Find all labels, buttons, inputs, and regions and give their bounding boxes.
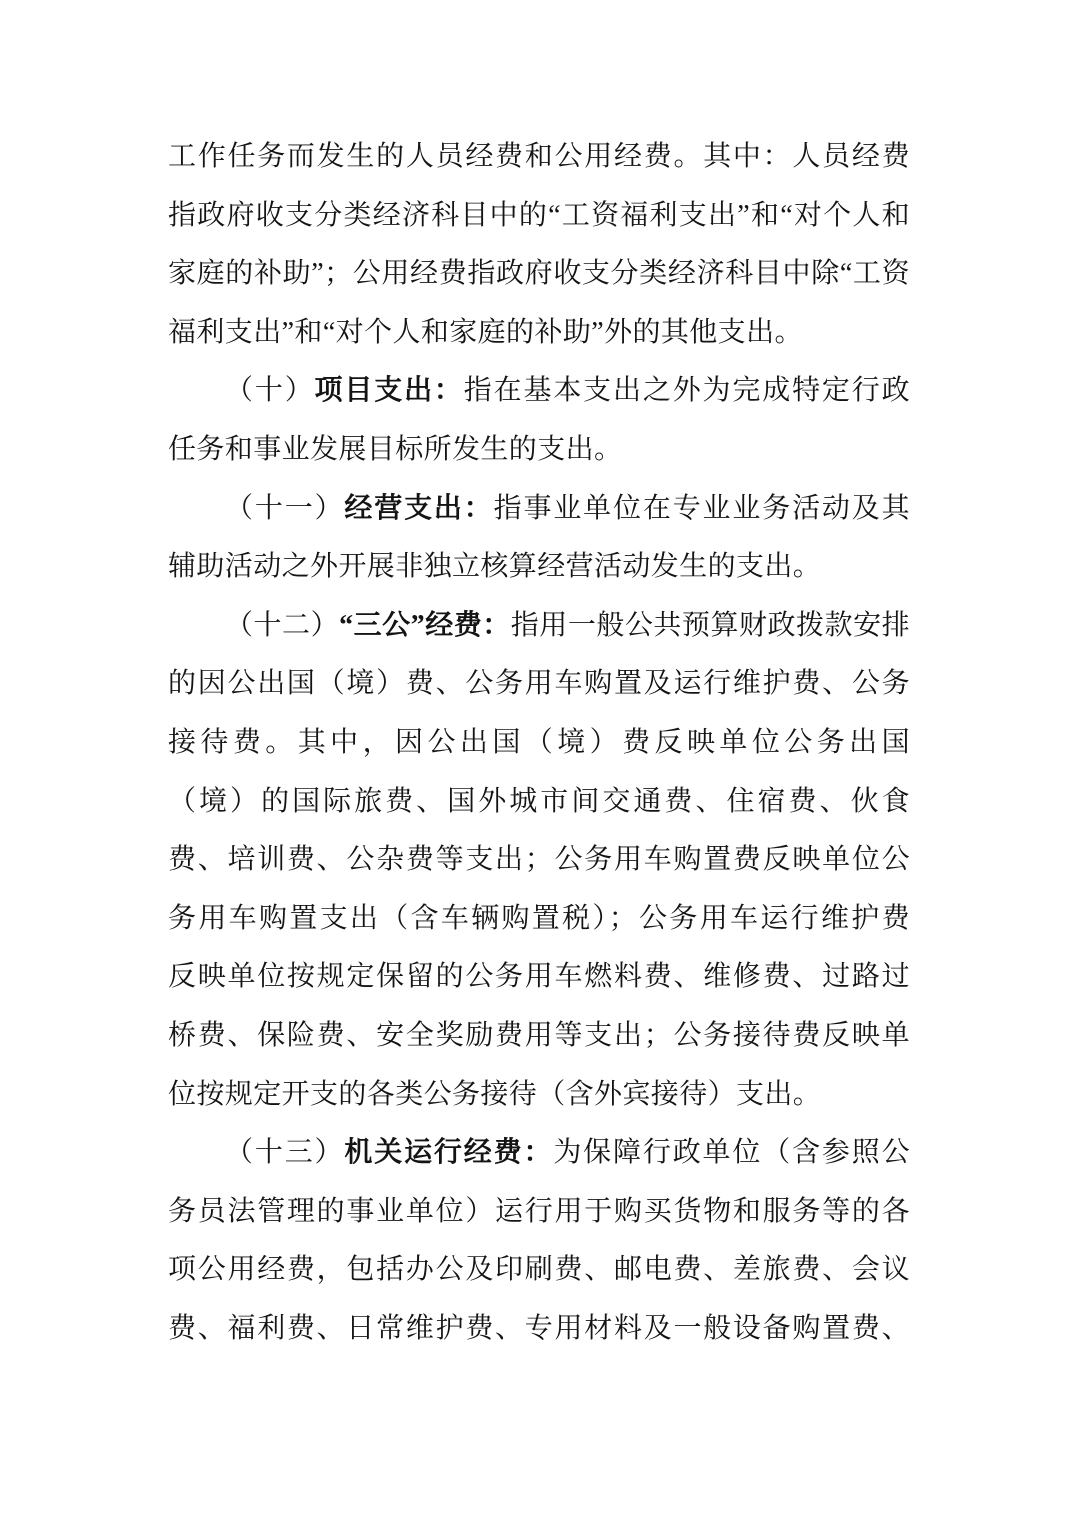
bold-term: 经营支出：	[344, 492, 494, 524]
bold-term: 项目支出：	[314, 375, 464, 407]
text-line	[168, 831, 910, 890]
text-line	[168, 245, 910, 304]
text-line	[168, 948, 910, 1007]
text-run: 指事业单位在专业业务活动及其	[493, 492, 910, 524]
text-run: 指在基本支出之外为完成特定行政	[463, 375, 910, 407]
para-basic-expenditure-continuation	[168, 128, 910, 362]
text-run: 福利支出”和“对个人和家庭的补助”外的其他支出。	[168, 316, 803, 348]
bold-term: 机关运行经费：	[344, 1137, 554, 1169]
text-line	[168, 538, 910, 597]
text-run: （十三）	[225, 1137, 345, 1169]
text-line	[168, 1183, 910, 1242]
text-run: 项公用经费，包括办公及印刷费、邮电费、差旅费、会议	[168, 1254, 910, 1286]
text-run: 辅助活动之外开展非独立核算经营活动发生的支出。	[168, 551, 822, 583]
text-line	[168, 304, 910, 363]
text-run: 指政府收支分类经济科目中的“工资福利支出”和“对个人和	[168, 199, 910, 231]
bold-term: “三公”经费：	[339, 609, 511, 641]
text-run: 指用一般公共预算财政拨款安排	[510, 609, 910, 641]
text-run: （十一）	[225, 492, 345, 524]
text-line	[168, 597, 910, 656]
text-line	[168, 714, 910, 773]
text-line	[168, 128, 910, 187]
text-run: 工作任务而发生的人员经费和公用经费。其中：人员经费	[168, 141, 910, 172]
text-line	[168, 362, 910, 421]
para-13-agency-operating-funds	[168, 1124, 910, 1358]
text-line	[168, 480, 910, 539]
text-run: 费、福利费、日常维护费、专用材料及一般设备购置费、	[168, 1312, 910, 1344]
para-11-operating-expenditure	[168, 480, 910, 597]
text-run: （境）的国际旅费、国外城市间交通费、住宿费、伙食	[168, 785, 910, 817]
text-line	[168, 890, 910, 949]
para-12-three-public-funds	[168, 597, 910, 1124]
text-line	[168, 1300, 910, 1359]
text-line	[168, 1066, 910, 1125]
text-line	[168, 655, 910, 714]
text-run: 家庭的补助”；公用经费指政府收支分类经济科目中除“工资	[168, 258, 910, 290]
text-line	[168, 1007, 910, 1066]
text-run: 的因公出国（境）费、公务用车购置及运行维护费、公务	[168, 668, 910, 700]
text-run: 接待费。其中，因公出国（境）费反映单位公务出国	[168, 726, 910, 758]
text-run: （十）	[225, 375, 315, 407]
text-run: 为保障行政单位（含参照公	[553, 1137, 910, 1169]
text-run: 费、培训费、公杂费等支出；公务用车购置费反映单位公	[168, 844, 910, 876]
text-run: 桥费、保险费、安全奖励费用等支出；公务接待费反映单	[168, 1019, 910, 1051]
text-line	[168, 421, 910, 480]
text-run: 位按规定开支的各类公务接待（含外宾接待）支出。	[168, 1078, 822, 1110]
document-body	[168, 128, 910, 1358]
text-line	[168, 187, 910, 246]
text-line	[168, 1124, 910, 1183]
text-run: 务用车购置支出（含车辆购置税）；公务用车运行维护费	[168, 902, 910, 934]
text-line	[168, 773, 910, 832]
text-run: 反映单位按规定保留的公务用车燃料费、维修费、过路过	[168, 961, 910, 993]
text-run: 任务和事业发展目标所发生的支出。	[168, 433, 623, 465]
para-10-project-expenditure	[168, 362, 910, 479]
text-run: （十二）	[225, 609, 340, 641]
text-line	[168, 1241, 910, 1300]
text-run: 务员法管理的事业单位）运行用于购买货物和服务等的各	[168, 1195, 910, 1227]
